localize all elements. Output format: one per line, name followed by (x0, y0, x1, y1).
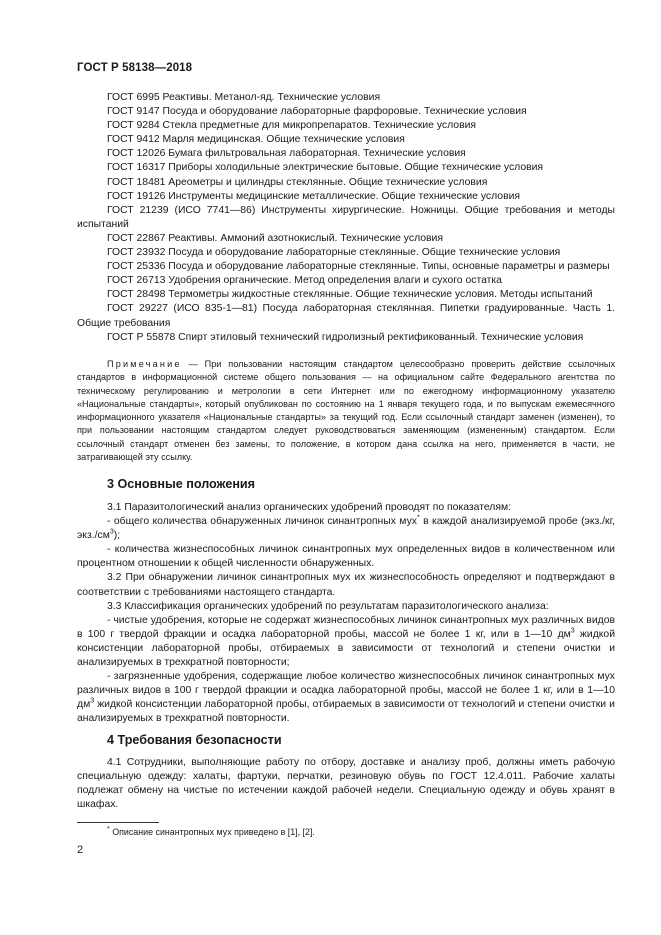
reference-item: ГОСТ 12026 Бумага фильтровальная лабораторная. Технические условия (107, 148, 466, 160)
section-4-title: 4 Требования безопасности (107, 733, 282, 747)
reference-item: ГОСТ 9284 Стекла предметные для микропрепаратов. Технические условия (107, 120, 477, 132)
reference-item: ГОСТ 9147 Посуда и оборудование лабораторные фарфоровые. Технические условия (107, 106, 527, 118)
paragraph: - количества жизнеспособных личинок синантропных мух определенных видов в количественном или процентном отношении к общей численности обнаруженных. (77, 544, 615, 570)
reference-item: ГОСТ 16317 Приборы холодильные электрические бытовые. Общие технические условия (107, 162, 544, 174)
reference-item: ГОСТ 18481 Ареометры и цилиндры стеклянные. Общие технические условия (107, 176, 488, 188)
paragraph: - чистые удобрения, которые не содержат жизнеспособных личинок синантропных мух различных видов в 100 г твердой фракции и осадка лабораторной пробы, массой не более 1 кг, или в 1—10 $дм^3$ жидкой консистенции лабораторной пробы, отбираемых в зависимости от технологий и степени очистки и анализируемых в трехкратной повторности; (77, 614, 615, 669)
note-text: — При пользовании настоящим стандартом целесообразно проверить действие ссылочных стандартов в информационной системе общего пользования — на официальном сайте Федерального агентства по техническому регулированию и метрологии в сети Интернет или по ежегодному информационному указателю «Национальные стандарты», который опубликован по состоянию на 1 января текущего года, и по выпускам ежемесячного информационного указателя «Национальные стандарты» за текущий год. Если ссылочный стандарт заменен (изменен), то при пользовании настоящим стандартом следует руководствоваться заменяющим (измененным) стандартом. Если ссылочный стандарт отменен без замены, то положение, в котором дана ссылка на него, применяется в части, не затрагивающей эту ссылку. (77, 359, 615, 463)
reference-item: ГОСТ 19126 Инструменты медицинские металлические. Общие технические условия (107, 190, 521, 202)
reference-item: ГОСТ 22867 Реактивы. Аммоний азотнокислый. Технические условия (107, 232, 443, 244)
standards-reference-list (77, 91, 615, 345)
reference-item: ГОСТ 23932 Посуда и оборудование лабораторные стеклянные. Общие технические условия (107, 247, 561, 259)
paragraph: - загрязненные удобрения, содержащие любое количество жизнеспособных личинок синантропных мух различных видов в 100 г твердой фракции и осадка лабораторной пробы, массой не более 1 кг, или в 1—10 $дм^3$ жидкой консистенции лабораторной пробы, отбираемых в зависимости от технологий и степени очистки и анализируемых в трехкратной повторности. (77, 671, 615, 725)
reference-item: ГОСТ 21239 (ИСО 7741—86) Инструменты хирургические. Ножницы. Общие требования и методы испытаний (77, 204, 615, 230)
page-number: 2 (77, 844, 84, 856)
reference-item: ГОСТ 9412 Марля медицинская. Общие технические условия (107, 134, 405, 146)
reference-item: ГОСТ Р 55878 Спирт этиловый технический гидролизный ректификованный. Технические условия (107, 331, 584, 343)
paragraph: 4.1 Сотрудники, выполняющие работу по отбору, доставке и анализу проб, должны иметь рабочую специальную одежду: халаты, фартуки, перчатки, резиновую обувь по ГОСТ 12.4.011. Рабочие халаты подлежат обмену на чистые по истечении каждой рабочей недели. Специальную одежду и обувь хранят в шкафах. (77, 757, 615, 811)
note-paragraph (77, 358, 615, 464)
paragraph: 3.2 При обнаружении личинок синантропных мух их жизнеспособность определяют и подтверждают в соответствии с требованиями настоящего стандарта. (77, 572, 615, 598)
footnote-marker: * (416, 514, 420, 522)
paragraph: 3.1 Паразитологический анализ органических удобрений проводят по показателям: (107, 502, 511, 513)
paragraph: - общего количества обнаруженных личинок синантропных мух* в каждой анализируемой пробе (экз./кг, $экз./см^3$); (77, 514, 615, 542)
reference-item: ГОСТ 6995 Реактивы. Метанол-яд. Технические условия (107, 92, 381, 103)
section-3-body (77, 501, 615, 727)
reference-item: ГОСТ 29227 (ИСО 835-1—81) Посуда лабораторная стеклянная. Пипетки градуированные. Часть 1. Общие требования (77, 303, 615, 329)
section-4-body (77, 756, 615, 812)
note-label: Примечание (107, 359, 182, 369)
document-header: ГОСТ Р 58138—2018 (77, 62, 193, 74)
footnote: * Описание синантропных мух приведено в [1], [2]. (107, 826, 315, 837)
footnote-divider (77, 822, 159, 823)
paragraph: 3.3 Классификация органических удобрений по результатам паразитологического анализа: (107, 600, 549, 612)
reference-item: ГОСТ 26713 Удобрения органические. Метод определения влаги и сухого остатка (107, 275, 502, 287)
section-3-title: 3 Основные положения (107, 477, 256, 491)
reference-item: ГОСТ 25336 Посуда и оборудование лабораторные стеклянные. Типы, основные параметры и размеры (107, 261, 610, 273)
reference-item: ГОСТ 28498 Термометры жидкостные стеклянные. Общие технические условия. Методы испытаний (107, 289, 593, 301)
